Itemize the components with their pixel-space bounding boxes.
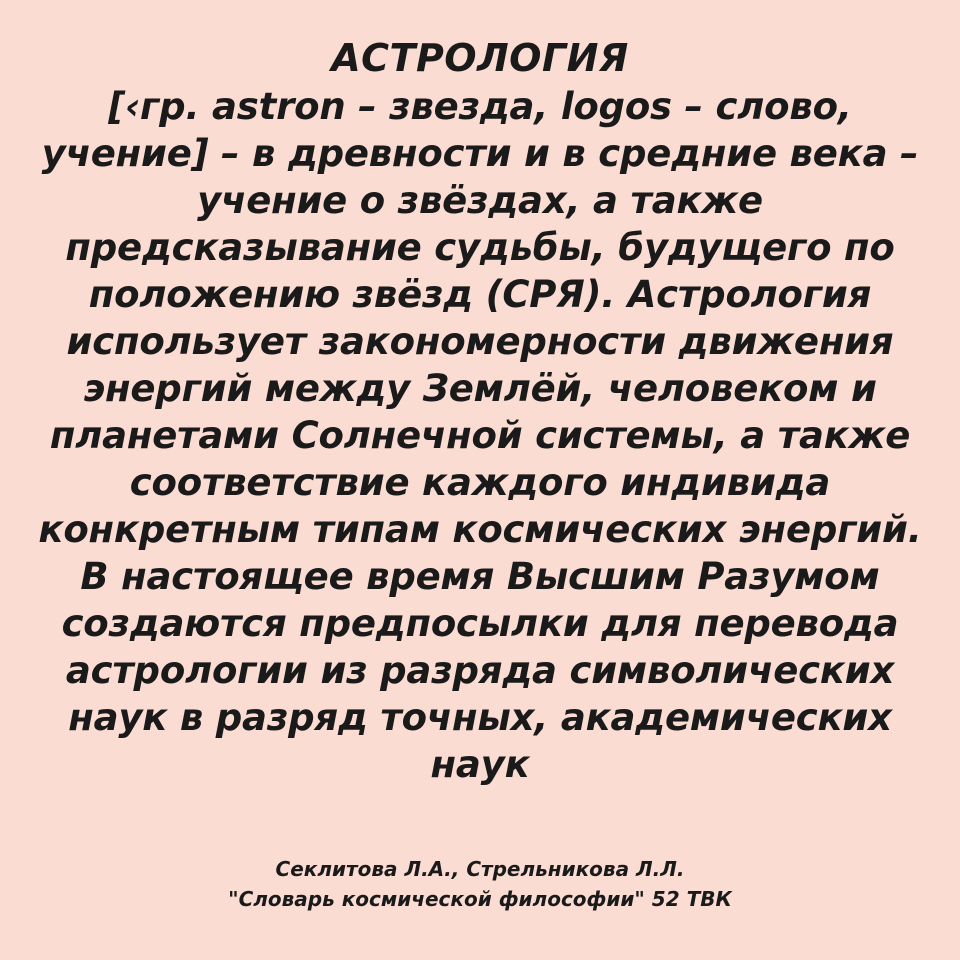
definition-text: [‹гр. astron – звезда, logos – слово, учение] – в древности и в средние века – учение о звёздах, а также предсказывание судьбы, будущего по положению звёзд (СРЯ). Астрология использует закономерности движения энергий между Землёй, человеком и планетами Солнечной системы, а также соответствие каждого индивида конкретным типам космических энергий. В настоящее время Высшим Разумом создаются предпосылки для перевода астрологии из разряда символических наук в разряд точных, академических наук <box>38 85 922 787</box>
attribution-authors: Секлитова Л.А., Стрельникова Л.Л. <box>275 857 685 881</box>
attribution-source: "Словарь космической философии" 52 ТВК <box>228 887 732 911</box>
definition-block <box>22 34 938 789</box>
term-title: АСТРОЛОГИЯ <box>331 36 629 80</box>
attribution-block <box>22 854 938 940</box>
